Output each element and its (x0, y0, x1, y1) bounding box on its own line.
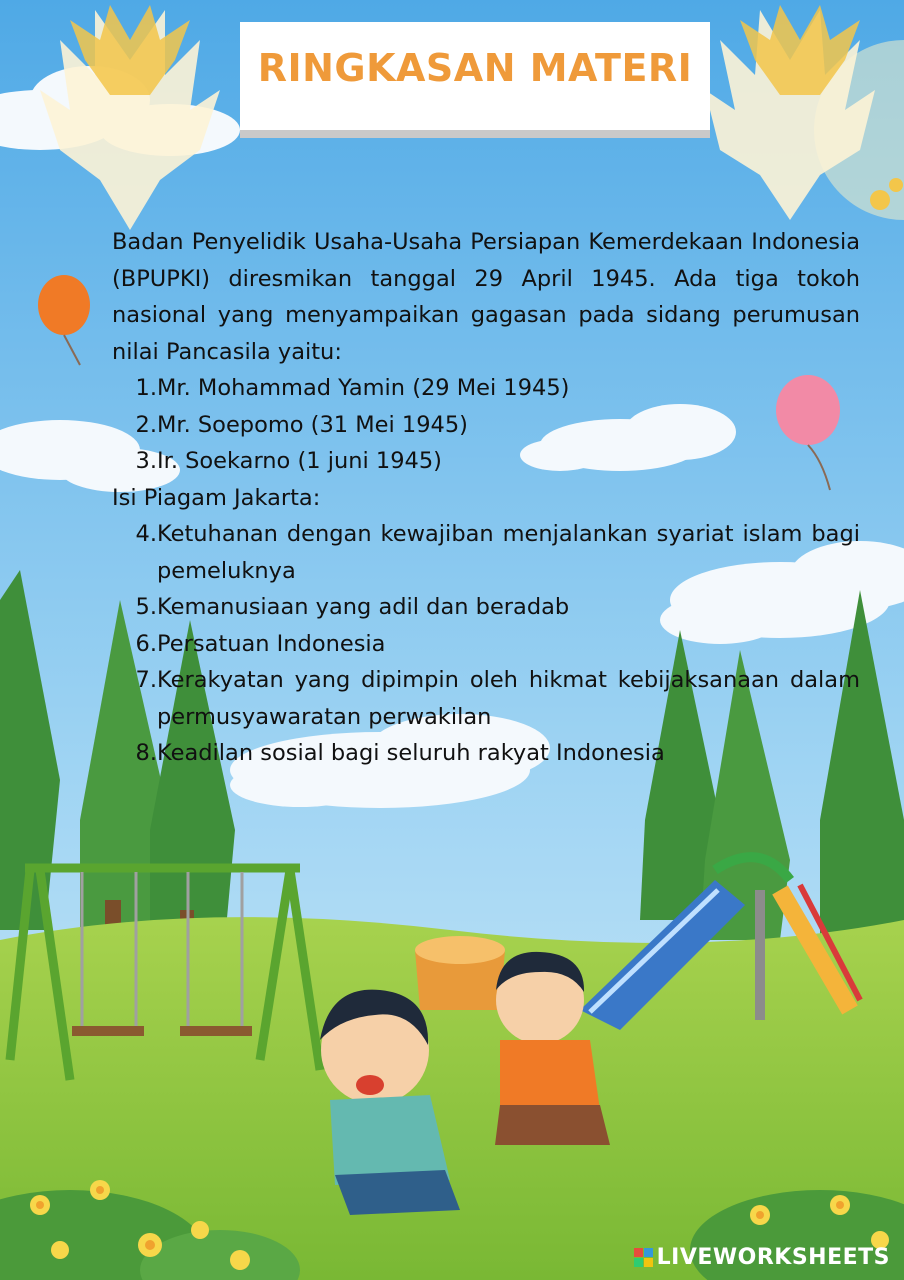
list-item-text: Mr. Mohammad Yamin (29 Mei 1945) (157, 375, 570, 401)
list-item (112, 735, 860, 772)
list-item-text: Kemanusiaan yang adil dan beradab (157, 594, 570, 620)
list-item-number: 4. (135, 521, 157, 547)
list-item (112, 407, 860, 444)
list-item-number: 5. (135, 594, 157, 620)
summary-content (112, 224, 860, 772)
list-item-text: Keadilan sosial bagi seluruh rakyat Indonesia (157, 740, 665, 766)
list-item-number: 3. (135, 448, 157, 474)
list-item (112, 662, 860, 735)
list-item (112, 443, 860, 480)
stump-icon (415, 936, 505, 1010)
list-item-number: 1. (135, 375, 157, 401)
page-title: RINGKASAN MATERI (257, 46, 693, 90)
list-item-text: Persatuan Indonesia (157, 630, 386, 657)
list-item-text: Ir. Soekarno (1 juni 1945) (157, 448, 442, 474)
brand-label: LIVEWORKSHEETS (656, 1245, 890, 1270)
list-item (112, 589, 860, 626)
list-item-number: 2. (135, 411, 157, 438)
intro-paragraph: Badan Penyelidik Usaha-Usaha Persiapan Kemerdekaan Indonesia (BPUPKI) diresmikan tanggal 29 April 1945. Ada tiga tokoh nasional yang menyampaikan gagasan pada sidang perumusan nilai Pancasila yaitu: (112, 229, 860, 365)
list-item-number: 6. (135, 630, 157, 657)
liveworksheets-logo-icon (634, 1248, 653, 1267)
piagam-list (112, 516, 860, 772)
tokoh-list (112, 370, 860, 480)
list-item (112, 370, 860, 407)
list-item-text: Ketuhanan dengan kewajiban menjalankan syariat islam bagi pemeluknya (157, 521, 860, 584)
list-item-text: Mr. Soepomo (31 Mei 1945) (157, 411, 468, 438)
piagam-heading: Isi Piagam Jakarta: (112, 484, 321, 511)
liveworksheets-brand[interactable] (634, 1245, 890, 1270)
list-item (112, 626, 860, 663)
list-item-number: 7. (135, 667, 157, 693)
list-item-number: 8. (135, 740, 157, 766)
list-item-text: Kerakyatan yang dipimpin oleh hikmat kebijaksanaan dalam permusyawaratan perwakilan (157, 667, 860, 730)
list-item (112, 516, 860, 589)
